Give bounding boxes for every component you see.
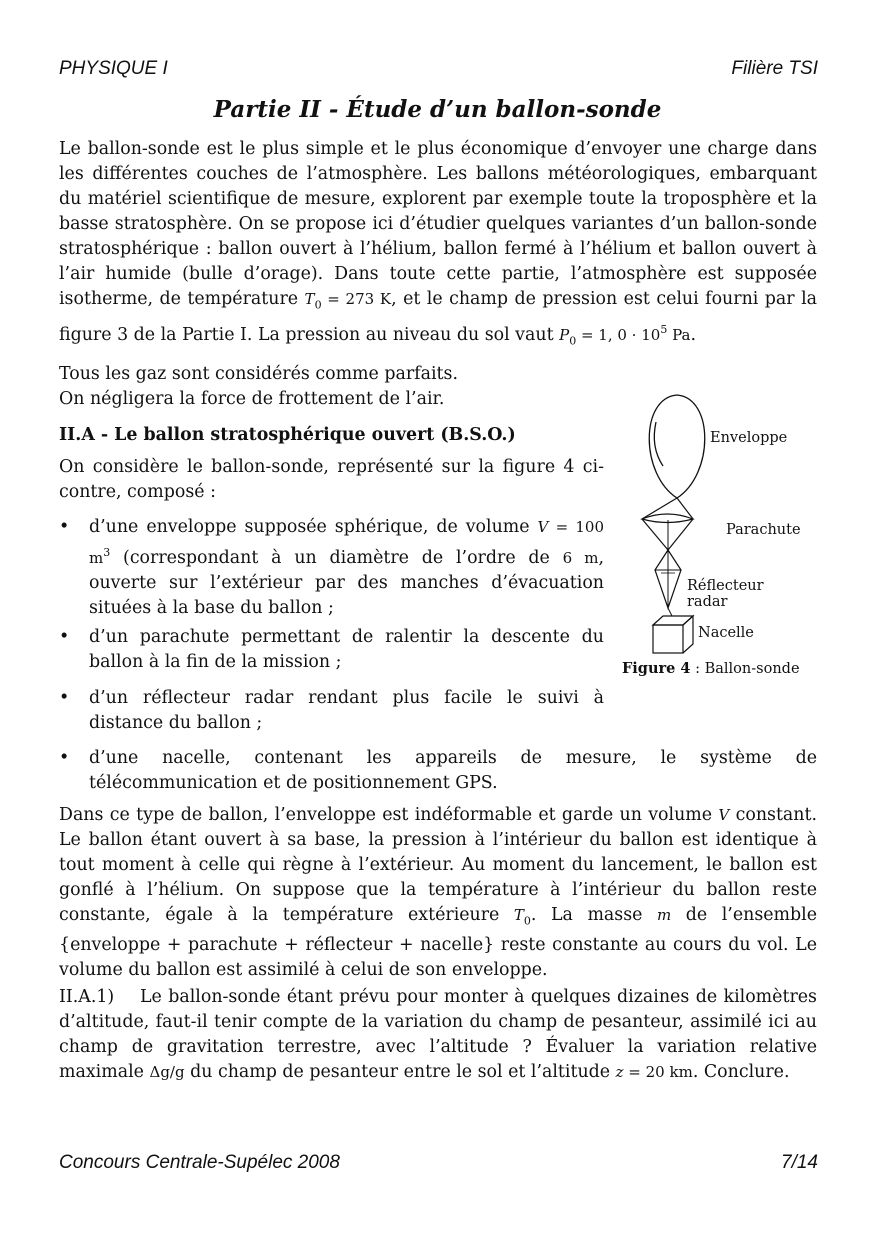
envelope-fold: [654, 422, 663, 466]
header-left: PHYSIQUE I: [59, 58, 168, 79]
bullet-parachute-text: d’un parachute permettant de ralentir la descente du ballon à la fin de la mission ;: [89, 627, 604, 672]
label-nacelle: Nacelle: [698, 625, 754, 641]
page-title: Partie II - Étude d’un ballon-sonde: [213, 96, 662, 123]
nacelle-suspension: [668, 608, 672, 616]
label-parachute: Parachute: [726, 522, 801, 538]
label-reflector: Réflecteur: [687, 578, 764, 594]
bullet-symbol: •: [59, 748, 70, 768]
question-II-A-1: II.A.1) Le ballon-sonde étant prévu pour monter à quelques dizaines de kilomètres d’altitude, faut-il tenir compte de la variation du champ de pesanteur, assimilé ici au champ de gravitation terrestre, avec l’altitude ? Évaluer la variation relative maximale Δg/g du champ de pesanteur entre le sol et l’altitude z = 20 km. Conclure.: [59, 987, 817, 1082]
envelope-line: [642, 498, 677, 519]
intro-gases: Tous les gaz sont considérés comme parfaits.: [59, 364, 458, 384]
intro-paragraph: Le ballon-sonde est le plus simple et le plus économique d’envoyer une charge dans les différentes couches de l’atmosphère. Les ballons météorologiques, embarquant du matériel scientifique de mesure, explorent par exemple toute la troposphère et la basse stratosphère. On se propose ici d’étudier quelques variantes d’un ballon-sonde stratosphérique : ballon ouvert à l’hélium, ballon fermé à l’hélium et ballon ouvert à l’air humide (bulle d’orage). Dans toute cette partie, l’atmosphère est supposée isotherme, de température $T_0 = 273$ K, et le champ de pression est celui fourni par la figure 3 de la Partie I. La pression au niveau du sol vaut $P_0 = 1$, $0 \cdot 10^5$ Pa.: [59, 139, 817, 348]
question-number: II.A.1): [59, 987, 115, 1007]
nacelle-front: [653, 625, 683, 653]
bullet-nacelle-text: d’une nacelle, contenant les appareils de mesure, le système de télécommunication et de positionnement GPS.: [89, 748, 817, 793]
section-lead: On considère le ballon-sonde, représenté sur la figure 4 ci-contre, composé :: [59, 457, 604, 502]
body-paragraph: Dans ce type de ballon, l’enveloppe est indéformable et garde un volume V constant. Le ballon étant ouvert à sa base, la pression à l’intérieur du ballon est identique à tout moment à celle qui règne à l’extérieur. Au moment du lancement, le ballon est gonflé à l’hélium. On suppose que la température à l’intérieur du ballon reste constante, égale à la température extérieure $T_0$. La masse m de l’ensemble {enveloppe + parachute + réflecteur + nacelle} reste constante au cours du vol. Le volume du ballon est assimilé à celui de son enveloppe.: [59, 805, 818, 981]
parachute-line: [668, 519, 693, 550]
intro-friction: On négligera la force de frottement de l’air.: [59, 389, 445, 409]
figure-caption: Figure 4 : Ballon-sonde: [622, 660, 800, 677]
bullet-symbol: •: [59, 627, 70, 647]
footer-right: 7/14: [781, 1152, 818, 1173]
parachute-line: [642, 519, 668, 550]
label-envelope: Enveloppe: [710, 430, 788, 446]
bullet-envelope-text: d’une enveloppe supposée sphérique, de volume V = 100 $m^3$ (correspondant à un diamètre de l’ordre de 6 m, ouverte sur l’extérieur par des manches d’évacuation situées à la base du ballon ;: [89, 517, 604, 618]
nacelle-side: [683, 616, 693, 653]
balloon-figure: [620, 392, 720, 660]
bullet-reflector-text: d’un réflecteur radar rendant plus facile le suivi à distance du ballon ;: [89, 688, 604, 733]
nacelle-top: [653, 616, 693, 625]
envelope-shape: [649, 395, 705, 498]
footer-left: Concours Centrale-Supélec 2008: [59, 1152, 340, 1173]
bullet-symbol: •: [59, 688, 70, 708]
bullet-symbol: •: [59, 517, 70, 537]
label-radar: radar: [687, 594, 728, 610]
header-right: Filière TSI: [731, 58, 818, 79]
section-heading: II.A - Le ballon stratosphérique ouvert (B.S.O.): [59, 425, 516, 445]
